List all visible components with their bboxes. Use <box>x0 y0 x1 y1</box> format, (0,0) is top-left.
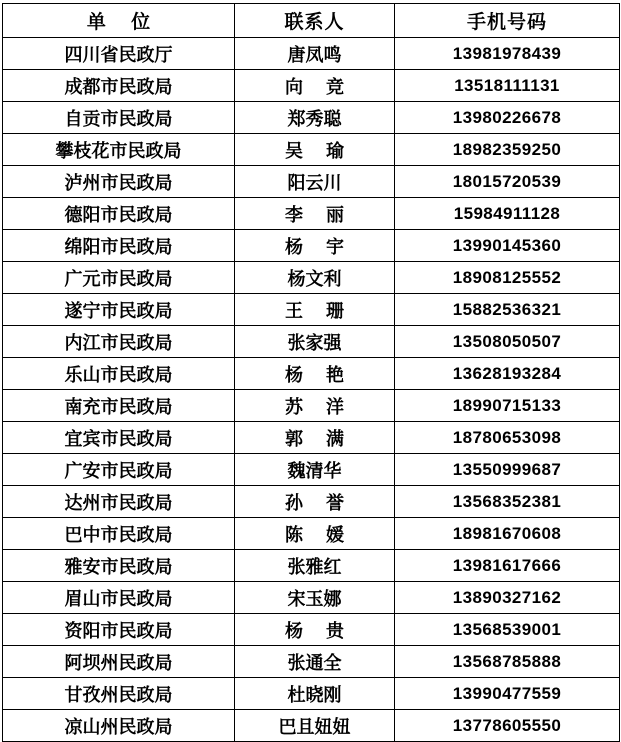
table-row <box>3 102 620 134</box>
cell-contact-person: 杨文利 <box>235 262 395 294</box>
cell-contact-person: 孙 誉 <box>235 486 395 518</box>
cell-contact-person: 巴且妞妞 <box>235 710 395 742</box>
cell-contact-person: 陈 媛 <box>235 518 395 550</box>
cell-phone: 18015720539 <box>395 166 620 198</box>
table-row <box>3 230 620 262</box>
cell-unit: 遂宁市民政局 <box>3 294 235 326</box>
cell-unit: 南充市民政局 <box>3 390 235 422</box>
cell-unit: 凉山州民政局 <box>3 710 235 742</box>
table-row <box>3 198 620 230</box>
table-row <box>3 358 620 390</box>
cell-phone: 18908125552 <box>395 262 620 294</box>
table-row <box>3 710 620 742</box>
cell-phone: 13628193284 <box>395 358 620 390</box>
table-row <box>3 550 620 582</box>
cell-unit: 资阳市民政局 <box>3 614 235 646</box>
table-row <box>3 262 620 294</box>
table-row <box>3 166 620 198</box>
cell-contact-person: 吴 瑜 <box>235 134 395 166</box>
cell-unit: 成都市民政局 <box>3 70 235 102</box>
column-header-unit: 单 位 <box>3 4 235 38</box>
table-row <box>3 518 620 550</box>
cell-contact-person: 唐凤鸣 <box>235 38 395 70</box>
cell-phone: 13981617666 <box>395 550 620 582</box>
cell-unit: 乐山市民政局 <box>3 358 235 390</box>
cell-unit: 绵阳市民政局 <box>3 230 235 262</box>
cell-phone: 15984911128 <box>395 198 620 230</box>
table-header <box>3 4 620 38</box>
cell-unit: 泸州市民政局 <box>3 166 235 198</box>
cell-phone: 15882536321 <box>395 294 620 326</box>
cell-contact-person: 阳云川 <box>235 166 395 198</box>
table-row <box>3 454 620 486</box>
cell-phone: 13990477559 <box>395 678 620 710</box>
cell-unit: 达州市民政局 <box>3 486 235 518</box>
cell-phone: 13550999687 <box>395 454 620 486</box>
cell-contact-person: 杨 艳 <box>235 358 395 390</box>
cell-contact-person: 郑秀聪 <box>235 102 395 134</box>
contact-table <box>2 3 620 742</box>
cell-phone: 18982359250 <box>395 134 620 166</box>
table-row <box>3 326 620 358</box>
cell-contact-person: 魏清华 <box>235 454 395 486</box>
table-row <box>3 582 620 614</box>
cell-phone: 13568539001 <box>395 614 620 646</box>
column-header-phone: 手机号码 <box>395 4 620 38</box>
table-row <box>3 422 620 454</box>
cell-phone: 13568785888 <box>395 646 620 678</box>
cell-unit: 内江市民政局 <box>3 326 235 358</box>
cell-contact-person: 杨 宇 <box>235 230 395 262</box>
cell-phone: 13990145360 <box>395 230 620 262</box>
cell-phone: 13890327162 <box>395 582 620 614</box>
column-header-contact-person: 联系人 <box>235 4 395 38</box>
cell-contact-person: 郭 满 <box>235 422 395 454</box>
table-row <box>3 38 620 70</box>
cell-contact-person: 苏 洋 <box>235 390 395 422</box>
cell-contact-person: 杜晓刚 <box>235 678 395 710</box>
cell-unit: 雅安市民政局 <box>3 550 235 582</box>
cell-phone: 13980226678 <box>395 102 620 134</box>
cell-phone: 13568352381 <box>395 486 620 518</box>
cell-contact-person: 宋玉娜 <box>235 582 395 614</box>
cell-unit: 四川省民政厅 <box>3 38 235 70</box>
cell-contact-person: 李 丽 <box>235 198 395 230</box>
cell-phone: 13518111131 <box>395 70 620 102</box>
cell-contact-person: 王 珊 <box>235 294 395 326</box>
cell-contact-person: 张雅红 <box>235 550 395 582</box>
cell-contact-person: 张通全 <box>235 646 395 678</box>
cell-unit: 巴中市民政局 <box>3 518 235 550</box>
cell-unit: 甘孜州民政局 <box>3 678 235 710</box>
table-row <box>3 134 620 166</box>
cell-contact-person: 张家强 <box>235 326 395 358</box>
table-header-row <box>3 4 620 38</box>
table-row <box>3 678 620 710</box>
table-row <box>3 614 620 646</box>
cell-phone: 13778605550 <box>395 710 620 742</box>
table-row <box>3 390 620 422</box>
cell-phone: 13508050507 <box>395 326 620 358</box>
cell-unit: 广元市民政局 <box>3 262 235 294</box>
cell-unit: 自贡市民政局 <box>3 102 235 134</box>
cell-contact-person: 杨 贵 <box>235 614 395 646</box>
cell-unit: 广安市民政局 <box>3 454 235 486</box>
cell-phone: 18990715133 <box>395 390 620 422</box>
cell-unit: 德阳市民政局 <box>3 198 235 230</box>
cell-phone: 18780653098 <box>395 422 620 454</box>
cell-contact-person: 向 竞 <box>235 70 395 102</box>
table-body <box>3 38 620 742</box>
table-row <box>3 646 620 678</box>
cell-phone: 18981670608 <box>395 518 620 550</box>
cell-phone: 13981978439 <box>395 38 620 70</box>
table-row <box>3 486 620 518</box>
table-row <box>3 70 620 102</box>
cell-unit: 眉山市民政局 <box>3 582 235 614</box>
cell-unit: 阿坝州民政局 <box>3 646 235 678</box>
cell-unit: 宜宾市民政局 <box>3 422 235 454</box>
cell-unit: 攀枝花市民政局 <box>3 134 235 166</box>
table-row <box>3 294 620 326</box>
